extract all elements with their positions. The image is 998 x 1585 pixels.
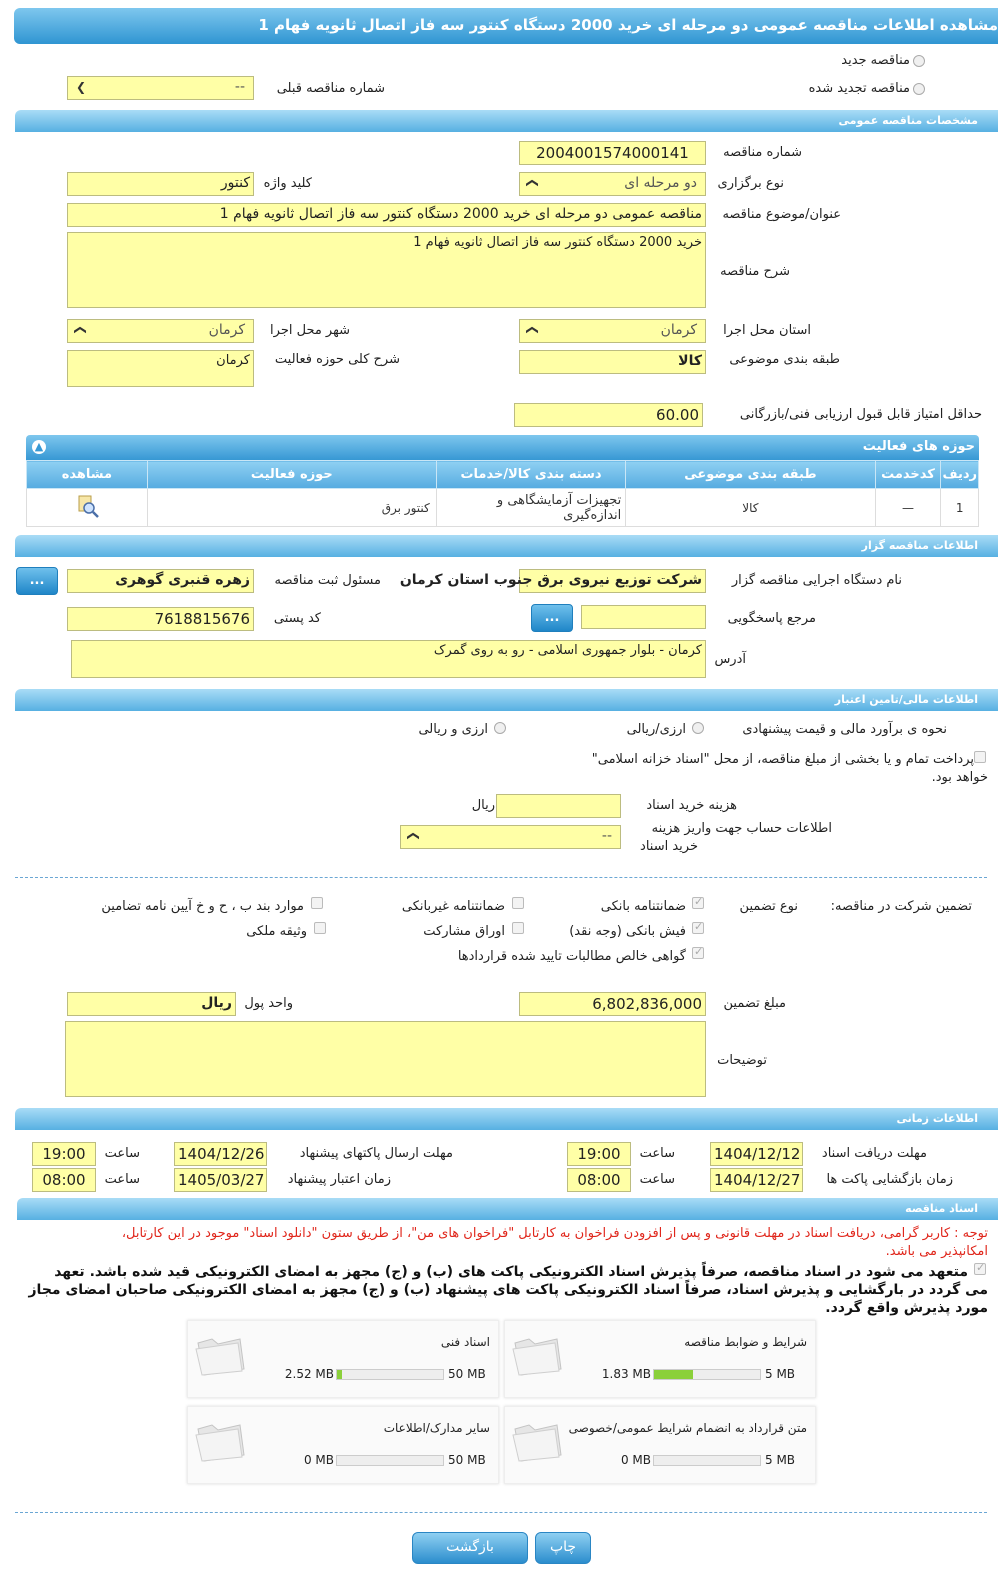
doc-deadline-date: 1404/12/12 bbox=[710, 1142, 803, 1166]
notes-field bbox=[65, 1021, 706, 1097]
row-category: کالا bbox=[626, 489, 875, 527]
activity-desc-label: شرح کلی حوزه فعالیت bbox=[274, 352, 400, 367]
doc-card-progress bbox=[653, 1455, 761, 1466]
reference-field bbox=[581, 605, 706, 629]
validity-time: 08:00 bbox=[32, 1168, 96, 1192]
back-button[interactable]: بازگشت bbox=[412, 1532, 528, 1564]
bank-receipt-checkbox[interactable] bbox=[692, 922, 704, 934]
opening-time: 08:00 bbox=[567, 1168, 631, 1192]
reference-lookup-button[interactable]: ... bbox=[531, 604, 573, 632]
bank-guarantee-checkbox[interactable] bbox=[692, 897, 704, 909]
doc-card-size: 0 MB bbox=[620, 1453, 651, 1467]
bank-guarantee-label: ضمانتنامه بانکی bbox=[600, 899, 686, 914]
doc-card-title: سایر مدارک/اطلاعات bbox=[383, 1421, 490, 1435]
clause-items-checkbox[interactable] bbox=[311, 897, 323, 909]
doc-card-progress bbox=[336, 1369, 444, 1380]
title-label: عنوان/موضوع مناقصه bbox=[722, 207, 841, 222]
nonbank-guarantee-checkbox[interactable] bbox=[512, 897, 524, 909]
view-cell[interactable] bbox=[27, 489, 148, 527]
doc-card-progress bbox=[653, 1369, 761, 1380]
tender-number-field: 2004001574000141 bbox=[519, 141, 706, 165]
folder-icon bbox=[194, 1333, 246, 1377]
table-header-row bbox=[27, 461, 979, 489]
documents-warning bbox=[8, 1225, 988, 1261]
prev-number-select[interactable]: -- ❯ bbox=[67, 76, 254, 100]
description-field: خرید 2000 دستگاه کنتور سه فاز اتصال ثانویه فهام 1 bbox=[67, 232, 706, 308]
chevron-down-icon: ❯ bbox=[76, 80, 87, 94]
doc-card-progress bbox=[336, 1455, 444, 1466]
category-label: طبقه بندی موضوعی bbox=[729, 352, 840, 367]
bonds-label: اوراق مشارکت bbox=[423, 924, 505, 939]
radio-new-label: مناقصه جدید bbox=[841, 53, 910, 68]
keyword-label: کلید واژه bbox=[263, 176, 312, 191]
section-general: مشخصات مناقصه عمومی bbox=[15, 110, 998, 132]
property-checkbox[interactable] bbox=[314, 922, 326, 934]
treasury-checkbox[interactable] bbox=[974, 751, 986, 763]
radio-renewed-label: مناقصه تجدید شده bbox=[808, 81, 910, 96]
treasury-text: پرداخت تمام و یا بخشی از مبلغ مناقصه، از محل "اسناد خزانه اسلامی" bbox=[591, 752, 974, 767]
col-category: طبقه بندی موضوعی bbox=[626, 461, 875, 489]
activity-grid-title: حوزه های فعالیت ▲ bbox=[26, 435, 979, 460]
doc-card-size: 1.83 MB bbox=[601, 1367, 651, 1381]
doc-card-progress-fill bbox=[654, 1370, 693, 1379]
doc-card-size: 0 MB bbox=[303, 1453, 334, 1467]
prev-number-label: شماره مناقصه قبلی bbox=[276, 81, 385, 96]
doc-card-max: 5 MB bbox=[765, 1453, 796, 1467]
commit-text bbox=[18, 1263, 968, 1281]
row-field: کنتور برق bbox=[147, 489, 436, 527]
warning-line-1: توجه : کاربر گرامی، دریافت اسناد در مهلت قانونی و پس از افزودن فراخوان به کارتابل "فراخوان های من"، از طریق ستون "دانلود اسناد" موجود در این کارتابل، bbox=[121, 1226, 988, 1241]
type-label: نوع برگزاری bbox=[717, 176, 784, 191]
send-deadline-time-label: ساعت bbox=[104, 1146, 140, 1161]
doc-card-title: متن قرارداد به انضمام شرایط عمومی/خصوصی bbox=[568, 1421, 807, 1435]
registrar-label: مسئول ثبت مناقصه bbox=[274, 573, 381, 588]
doc-card-progress-fill bbox=[337, 1370, 342, 1379]
guarantee-amount-field: 6,802,836,000 bbox=[519, 992, 706, 1016]
print-button[interactable]: چاپ bbox=[535, 1532, 591, 1564]
bonds-checkbox[interactable] bbox=[512, 922, 524, 934]
send-deadline-date: 1404/12/26 bbox=[174, 1142, 267, 1166]
keyword-field: کنتور bbox=[67, 172, 254, 196]
opening-label: زمان بازگشایی پاکت ها bbox=[826, 1172, 953, 1187]
account-label: اطلاعات حساب جهت واریز هزینه bbox=[651, 821, 832, 836]
radio-rial-label: ارزی/ریالی bbox=[626, 722, 686, 737]
province-select[interactable]: کرمان ❯ bbox=[519, 319, 706, 343]
executor-field: شرکت توزیع نیروی برق جنوب استان کرمان bbox=[519, 569, 706, 593]
description-label: شرح مناقصه bbox=[720, 264, 790, 279]
radio-renewed-tender[interactable] bbox=[913, 83, 925, 95]
account-label-2: خرید اسناد bbox=[640, 839, 698, 854]
registrar-field: زهره قنبری گوهری bbox=[67, 569, 254, 593]
executor-label: نام دستگاه اجرایی مناقصه گزار bbox=[731, 573, 902, 588]
doc-deadline-time: 19:00 bbox=[567, 1142, 631, 1166]
folder-icon bbox=[511, 1419, 563, 1463]
col-field: حوزه فعالیت bbox=[147, 461, 436, 489]
doc-fee-field bbox=[496, 794, 621, 818]
address-label: آدرس bbox=[714, 652, 746, 667]
folder-icon bbox=[194, 1419, 246, 1463]
doc-fee-label: هزینه خرید اسناد bbox=[646, 798, 737, 813]
city-select[interactable]: کرمان ❯ bbox=[67, 319, 254, 343]
doc-card-contract[interactable] bbox=[504, 1406, 816, 1484]
col-index: ردیف bbox=[941, 461, 979, 489]
estimate-label: نحوه ی برآورد مالی و قیمت پیشنهادی bbox=[742, 722, 947, 737]
validity-date: 1405/03/27 bbox=[174, 1168, 267, 1192]
chevron-down-icon: ❯ bbox=[74, 324, 89, 336]
col-code: کدخدمت bbox=[875, 461, 941, 489]
type-select[interactable]: دو مرحله ای ❯ bbox=[519, 172, 706, 196]
title-field: مناقصه عمومی دو مرحله ای خرید 2000 دستگاه کنتور سه فاز اتصال ثانویه فهام 1 bbox=[67, 203, 706, 227]
divider bbox=[15, 1512, 987, 1513]
doc-card-max: 50 MB bbox=[448, 1453, 486, 1467]
doc-card-conditions[interactable] bbox=[504, 1320, 816, 1398]
commit-text-cont bbox=[8, 1281, 988, 1317]
nonbank-guarantee-label: ضمانتنامه غیربانکی bbox=[401, 899, 505, 914]
warning-line-2: امکانپذیر می باشد. bbox=[885, 1244, 988, 1259]
min-score-field: 60.00 bbox=[514, 403, 703, 427]
chevron-down-icon: ❯ bbox=[526, 324, 541, 336]
commit-checkbox[interactable] bbox=[974, 1263, 986, 1275]
validity-label: زمان اعتبار پیشنهاد bbox=[287, 1172, 391, 1187]
opening-date: 1404/12/27 bbox=[710, 1168, 803, 1192]
chevron-down-icon: ❯ bbox=[407, 830, 422, 842]
collapse-icon[interactable]: ▲ bbox=[32, 440, 46, 454]
radio-currency-rial-label: ارزی و ریالی bbox=[418, 722, 488, 737]
doc-card-max: 5 MB bbox=[765, 1367, 796, 1381]
currency-field: ریال bbox=[67, 992, 236, 1016]
table-row bbox=[27, 489, 979, 527]
postal-code-label: کد پستی bbox=[273, 611, 321, 626]
doc-card-size: 2.52 MB bbox=[284, 1367, 334, 1381]
chevron-down-icon: ❯ bbox=[526, 177, 541, 189]
treasury-text-2: خواهد بود. bbox=[931, 770, 988, 785]
doc-card-other[interactable] bbox=[187, 1406, 499, 1484]
divider bbox=[15, 877, 987, 878]
section-financial: اطلاعات مالی/تامین اعتبار bbox=[15, 689, 998, 711]
registrar-lookup-button[interactable]: ... bbox=[16, 567, 58, 595]
row-code: — bbox=[875, 489, 941, 527]
activity-desc-field: کرمان bbox=[67, 350, 254, 387]
radio-new-tender[interactable] bbox=[913, 55, 925, 67]
send-deadline-time: 19:00 bbox=[32, 1142, 96, 1166]
commit-line-1: متعهد می شود در اسناد مناقصه، صرفاً پذیرش اسناد الکترونیکی پاکت های (ب) و (ج) مجهز به امضای الکترونیکی قید شده باشد. تعهد bbox=[54, 1264, 968, 1280]
postal-code-field: 7618815676 bbox=[67, 607, 254, 631]
guarantee-title: تضمین شرکت در مناقصه: bbox=[830, 899, 972, 914]
doc-card-max: 50 MB bbox=[448, 1367, 486, 1381]
send-deadline-label: مهلت ارسال پاکتهای پیشنهاد bbox=[299, 1146, 453, 1161]
currency-label: واحد پول bbox=[244, 996, 293, 1011]
commit-line-2: می گردد در بارگشایی و پذیرش اسناد، صرفاً اسناد الکترونیکی پاکت های پیشنهاد (ب) و (ج) مجهز به امضای الکترونیکی صاحبان امضای مجاز bbox=[28, 1282, 988, 1298]
clause-items-label: موارد بند ب ، ح و خ آیین نامه تضامین bbox=[101, 899, 304, 914]
activity-table bbox=[26, 460, 979, 527]
page-title: مشاهده اطلاعات مناقصه عمومی دو مرحله ای خرید 2000 دستگاه کنتور سه فاز اتصال ثانویه فهام 1 bbox=[14, 8, 998, 44]
property-label: وثیقه ملکی bbox=[246, 924, 307, 939]
section-organizer: اطلاعات مناقصه گزار bbox=[15, 535, 998, 557]
folder-icon bbox=[511, 1333, 563, 1377]
magnifier-icon[interactable] bbox=[74, 494, 100, 518]
tender-number-label: شماره مناقصه bbox=[723, 145, 802, 160]
doc-card-title: شرایط و ضوابط مناقصه bbox=[684, 1335, 807, 1349]
doc-card-technical[interactable] bbox=[187, 1320, 499, 1398]
category-field: کالا bbox=[519, 350, 706, 374]
col-view: مشاهده bbox=[27, 461, 148, 489]
receivables-label: گواهی خالص مطالبات تایید شده قراردادها bbox=[457, 949, 686, 964]
city-label: شهر محل اجرا bbox=[270, 323, 350, 338]
doc-card-title: اسناد فنی bbox=[440, 1335, 490, 1349]
col-group: دسته بندی کالا/خدمات bbox=[436, 461, 626, 489]
address-field: کرمان - بلوار جمهوری اسلامی - رو به روی گمرک bbox=[71, 640, 706, 678]
validity-time-label: ساعت bbox=[104, 1172, 140, 1187]
section-timing: اطلاعات زمانی bbox=[15, 1108, 998, 1130]
doc-deadline-time-label: ساعت bbox=[639, 1146, 675, 1161]
guarantee-type-label: نوع تضمین bbox=[739, 899, 798, 914]
account-select[interactable]: -- ❯ bbox=[400, 825, 621, 849]
radio-rial[interactable] bbox=[692, 722, 704, 734]
guarantee-amount-label: مبلغ تضمین bbox=[723, 996, 786, 1011]
reference-label: مرجع پاسخگویی bbox=[727, 611, 816, 626]
commit-line-3: مورد پذیرش واقع گردد. bbox=[825, 1300, 988, 1316]
notes-label: توضیحات bbox=[717, 1053, 767, 1068]
receivables-checkbox[interactable] bbox=[692, 947, 704, 959]
row-index: 1 bbox=[941, 489, 979, 527]
opening-time-label: ساعت bbox=[639, 1172, 675, 1187]
min-score-label: حداقل امتیاز قابل قبول ارزیابی فنی/بازرگانی bbox=[739, 407, 982, 422]
radio-currency-rial[interactable] bbox=[494, 722, 506, 734]
doc-deadline-label: مهلت دریافت اسناد bbox=[821, 1146, 927, 1161]
row-group: تجهیزات آزمایشگاهی و اندازه‌گیری bbox=[436, 489, 626, 527]
province-label: استان محل اجرا bbox=[723, 323, 811, 338]
bank-receipt-label: فیش بانکی (وجه نقد) bbox=[569, 924, 686, 939]
section-documents: اسناد مناقصه bbox=[17, 1198, 998, 1220]
doc-fee-unit: ریال bbox=[471, 798, 495, 813]
